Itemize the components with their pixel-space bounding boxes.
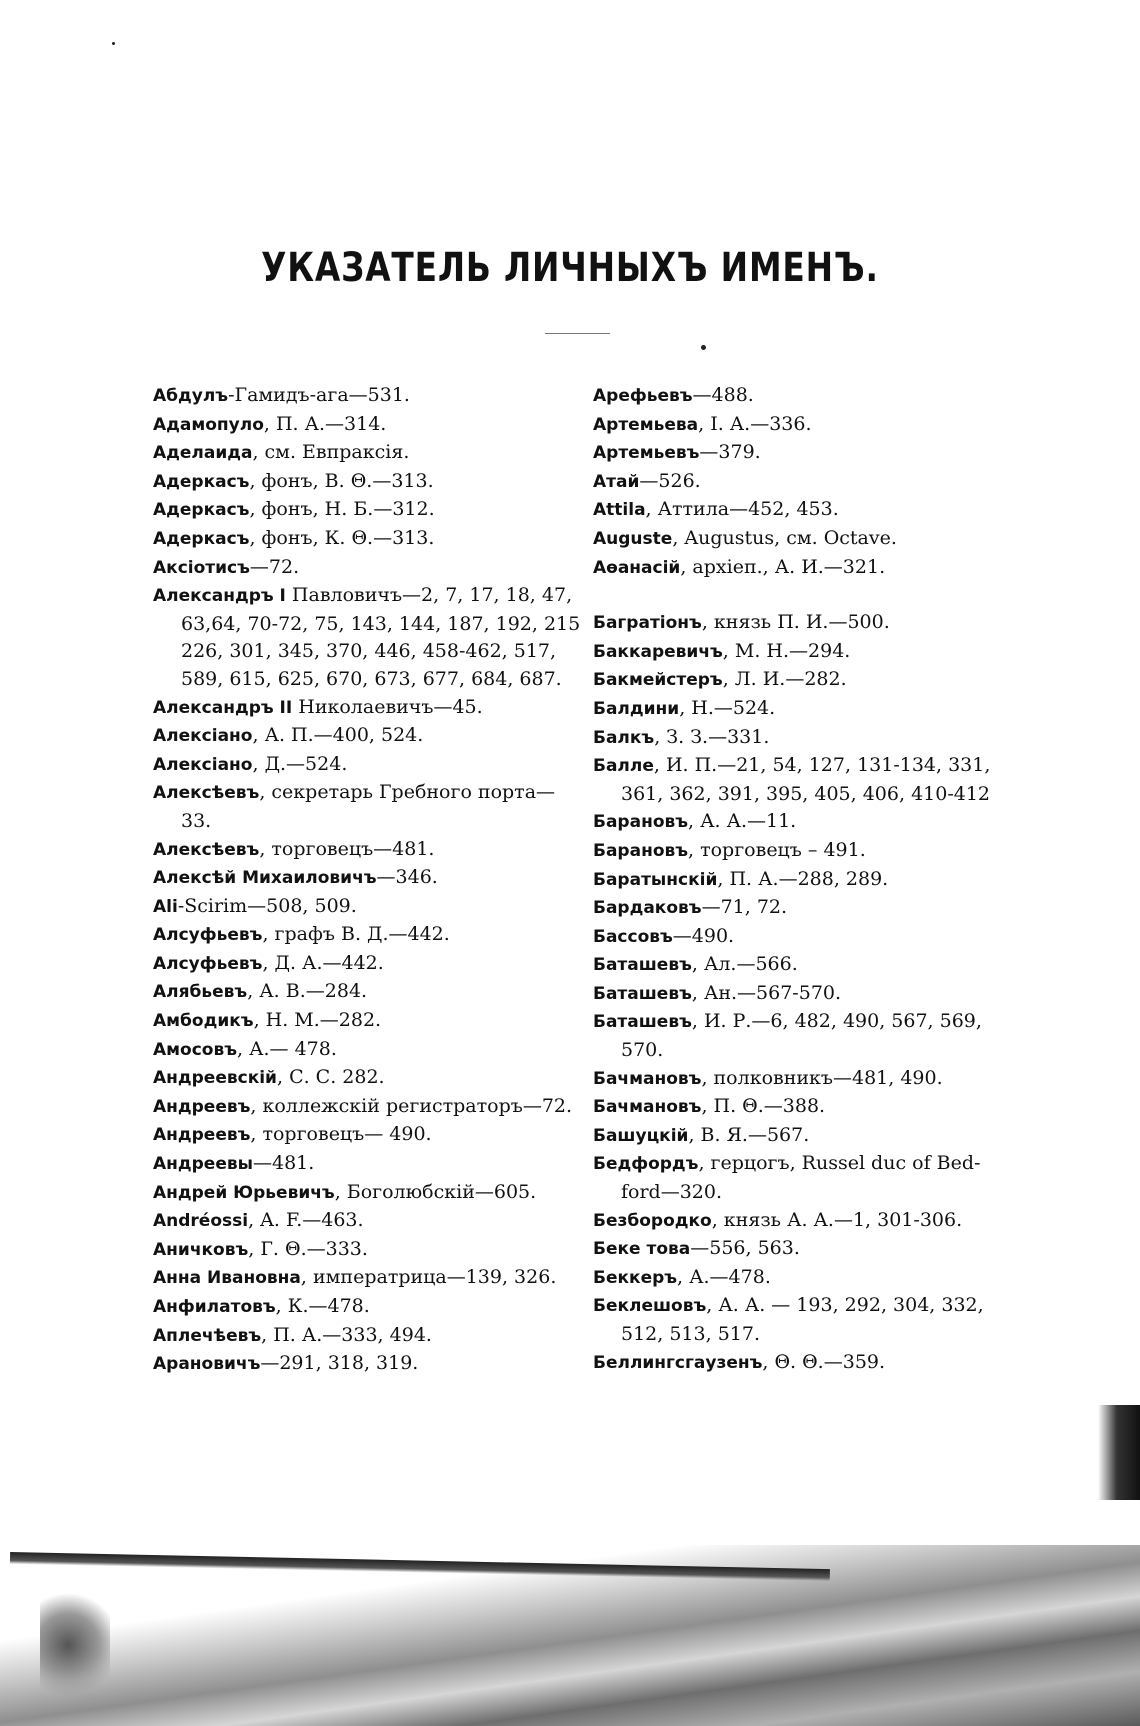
index-entry <box>593 1235 1013 1264</box>
entry-name: Баташевъ <box>593 983 692 1004</box>
entry-name: Алябьевъ <box>153 982 248 1003</box>
entry-name: Бардаковъ <box>593 898 702 919</box>
entry-refs: —71, 72. <box>701 896 788 919</box>
entry-name: Арановичъ <box>153 1354 261 1375</box>
index-entry <box>153 1207 573 1236</box>
entry-refs: -Гамидъ-ага—531. <box>228 384 410 406</box>
index-entry <box>593 724 1013 753</box>
entry-refs: , А. А.—11. <box>688 810 797 833</box>
entry-continuation: 33. <box>181 809 212 832</box>
entry-refs: , секретарь Гребного порта— <box>259 781 556 804</box>
index-entry <box>593 382 1013 411</box>
entry-name: Бедфордъ <box>593 1154 699 1175</box>
entry-name: Амосовъ <box>153 1039 238 1060</box>
index-entry <box>153 779 573 835</box>
entry-continuation: 226, 301, 345, 370, 446, 458-462, 517, <box>181 640 557 663</box>
entry-refs: , Д.—524. <box>252 752 348 775</box>
index-entry <box>593 894 1013 923</box>
entry-name: Аничковъ <box>153 1239 249 1260</box>
entry-name: Беллингсгаузенъ <box>593 1352 763 1373</box>
entry-refs: , П. А.—288, 289. <box>717 867 889 890</box>
entry-refs: —379. <box>699 441 761 464</box>
entry-refs: , фонъ, В. Θ.—313. <box>249 469 434 492</box>
index-entry <box>593 1349 1013 1378</box>
entry-refs: , князь А. А.—1, 301-306. <box>711 1208 963 1231</box>
entry-name: Алексѣй Михаиловичъ <box>153 868 377 889</box>
index-entry <box>593 1122 1013 1151</box>
entry-refs: -Scirim—508, 509. <box>177 894 357 917</box>
entry-refs: , Г. Θ.—333. <box>248 1237 368 1260</box>
scan-smudge <box>40 1590 110 1700</box>
index-entry <box>593 1008 1013 1064</box>
index-entry <box>153 1350 573 1379</box>
index-entry <box>593 923 1013 952</box>
index-entry <box>593 1292 1013 1348</box>
entry-name: Барановъ <box>593 812 689 833</box>
entry-refs: , А.— 478. <box>237 1037 337 1060</box>
entry-refs: , В. Я.—567. <box>688 1123 810 1146</box>
entry-refs: , торговецъ— 490. <box>250 1123 432 1146</box>
index-entry <box>593 866 1013 895</box>
index-entry <box>593 1264 1013 1293</box>
entry-refs: , Л. И.—282. <box>722 668 847 691</box>
entry-continuation: 512, 513, 517. <box>621 1323 760 1345</box>
entry-name: Артемьева <box>593 414 699 435</box>
entry-refs: , фонъ, К. Θ.—313. <box>249 526 435 549</box>
entry-refs: —490. <box>672 924 735 947</box>
entry-refs: , графъ В. Д.—442. <box>262 923 450 946</box>
entry-name: Аксіотисъ <box>153 557 250 578</box>
index-entry <box>593 1207 1013 1236</box>
index-entry <box>593 1065 1013 1094</box>
entry-name: Абдулъ <box>153 386 229 406</box>
index-entry <box>593 496 1013 525</box>
entry-refs: , Н.—524. <box>679 696 776 719</box>
entry-name: Александръ II <box>153 697 293 718</box>
index-entry <box>593 525 1013 554</box>
entry-refs: , коллежскій регистраторъ—72. <box>250 1094 573 1117</box>
entry-refs: —488. <box>692 384 754 406</box>
entry-name: Бачмановъ <box>593 1097 702 1118</box>
entry-name: Бачмановъ <box>593 1068 702 1089</box>
index-entry <box>153 722 573 751</box>
entry-continuation: 361, 362, 391, 395, 405, 406, 410-412 <box>621 782 991 805</box>
entry-refs: , императрица—139, 326. <box>300 1266 557 1289</box>
entry-refs: , А.—478. <box>677 1265 771 1288</box>
ink-dot <box>112 42 115 45</box>
entry-refs: , Аттила—452, 453. <box>645 498 839 521</box>
entry-name: Аѳанасій <box>593 557 681 578</box>
entry-refs: , П. А.—314. <box>263 412 387 435</box>
entry-refs: , Боголюбскій—605. <box>334 1180 537 1203</box>
entry-name: Андреевы <box>153 1154 253 1175</box>
entry-name: Адеркасъ <box>153 471 250 492</box>
index-entry <box>153 1322 573 1351</box>
index-entry <box>593 554 1013 583</box>
entry-refs: , С. С. 282. <box>276 1066 385 1089</box>
index-entry <box>593 411 1013 440</box>
entry-name: Алсуфьевъ <box>153 925 263 946</box>
entry-refs: , П. А.—333, 494. <box>261 1323 432 1346</box>
entry-name: Беклешовъ <box>593 1296 707 1317</box>
entry-refs: , фонъ, Н. Б.—312. <box>249 498 435 521</box>
entry-name: Башуцкій <box>593 1125 689 1146</box>
index-entry <box>593 468 1013 497</box>
entry-refs: , И. П.—21, 54, 127, 131-134, 331, <box>653 754 991 777</box>
entry-name: Беккеръ <box>593 1267 678 1288</box>
entry-name: Багратіонъ <box>593 613 702 634</box>
entry-name: Артемьевъ <box>593 443 700 464</box>
entry-name: Аплечѣевъ <box>153 1325 262 1346</box>
entry-name: Алсуфьевъ <box>153 953 263 974</box>
index-entry <box>593 609 1013 638</box>
entry-refs: , К.—478. <box>275 1295 370 1317</box>
entry-refs: Николаевичъ—45. <box>292 695 483 718</box>
entry-continuation: 589, 615, 625, 670, 673, 677, 684, 687. <box>181 667 562 690</box>
entry-name: Балле <box>593 756 654 777</box>
entry-name: Адамопуло <box>153 414 264 435</box>
index-entry <box>153 836 573 865</box>
entry-name: Безбородко <box>593 1210 712 1231</box>
entry-name: Баккаревичъ <box>593 641 723 662</box>
entry-name: Ali <box>153 896 178 917</box>
entry-refs: , М. Н.—294. <box>722 639 851 662</box>
entry-refs: , А. В.—284. <box>247 980 368 1003</box>
index-entry <box>593 837 1013 866</box>
entry-name: Адеркасъ <box>153 500 250 521</box>
entry-refs: , Д. А.—442. <box>262 951 384 974</box>
index-entry <box>153 1007 573 1036</box>
entry-name: Анфилатовъ <box>153 1297 276 1317</box>
entry-refs: , князь П. И.—500. <box>701 611 890 634</box>
entry-refs: , І. А.—336. <box>698 412 812 435</box>
index-entry <box>153 496 573 525</box>
index-entry <box>153 439 573 468</box>
entry-name: Андреевъ <box>153 1096 251 1117</box>
entry-refs: , торговецъ – 491. <box>688 838 866 861</box>
entry-refs: , Ал.—566. <box>691 953 798 976</box>
index-entry <box>593 439 1013 468</box>
index-column-left <box>153 382 581 1379</box>
index-entry <box>153 1121 573 1150</box>
index-entry <box>593 951 1013 980</box>
entry-name: Алексѣевъ <box>153 839 260 860</box>
index-entry <box>153 382 573 411</box>
entry-refs: , Н. М.—282. <box>253 1009 382 1032</box>
entry-refs: , герцогъ, Russel duc of Bed- <box>698 1152 981 1175</box>
index-entry <box>153 1064 573 1093</box>
index-entry <box>593 1150 1013 1206</box>
index-entry <box>153 864 573 893</box>
index-entry <box>153 694 573 723</box>
entry-name: Баратынскій <box>593 869 718 890</box>
entry-name: Амбодикъ <box>153 1011 254 1032</box>
entry-refs: , Ан.—567-570. <box>691 981 842 1004</box>
entry-refs: Павловичъ—2, 7, 17, 18, 47, <box>285 584 573 607</box>
index-entry <box>153 411 573 440</box>
index-entry <box>153 1150 573 1179</box>
entry-refs: —72. <box>249 555 300 578</box>
ink-dot <box>701 345 706 350</box>
entry-name: Андрей Юрьевичъ <box>153 1182 335 1203</box>
entry-refs: —481. <box>253 1152 315 1175</box>
index-column-right <box>593 382 1013 1377</box>
entry-name: Аделаида <box>153 443 253 464</box>
index-entry <box>153 1236 573 1265</box>
index-entry <box>153 1093 573 1122</box>
index-entry <box>593 808 1013 837</box>
index-entry <box>593 638 1013 667</box>
entry-name: Балдини <box>593 698 680 719</box>
entry-name: Баташевъ <box>593 1012 692 1033</box>
entry-refs: —346. <box>376 866 438 889</box>
entry-refs: , А. П.—400, 524. <box>252 724 424 747</box>
index-entry <box>593 666 1013 695</box>
entry-name: Andréossi <box>153 1211 249 1232</box>
entry-name: Алексѣевъ <box>153 783 260 804</box>
entry-refs: —526. <box>639 469 701 492</box>
entry-refs: , полковникъ—481, 490. <box>701 1066 943 1089</box>
entry-name: Александръ I <box>153 586 286 607</box>
entry-name: Балкъ <box>593 727 655 748</box>
entry-refs: , А. А. — 193, 292, 304, 332, <box>706 1294 984 1317</box>
entry-refs: , торговецъ—481. <box>259 837 435 860</box>
scan-edge-right <box>1098 1405 1140 1500</box>
index-entry <box>153 1036 573 1065</box>
entry-refs: —556, 563. <box>690 1237 800 1260</box>
entry-refs: , И. Р.—6, 482, 490, 567, 569, <box>691 1010 982 1033</box>
index-entry <box>153 893 573 922</box>
index-entry <box>593 752 1013 808</box>
entry-continuation: 63,64, 70-72, 75, 143, 144, 187, 192, 215 <box>181 612 581 635</box>
entry-refs: , З. З.—331. <box>654 725 770 748</box>
entry-refs: , архіеп., А. И.—321. <box>680 555 886 578</box>
entry-name: Алексіано <box>153 726 253 747</box>
index-entry <box>153 950 573 979</box>
entry-refs: , A. F.—463. <box>248 1209 364 1232</box>
entry-name: Бакмейстеръ <box>593 670 723 691</box>
index-entry <box>593 695 1013 724</box>
entry-name: Адеркасъ <box>153 528 250 549</box>
entry-refs: , Θ. Θ.—359. <box>762 1350 886 1373</box>
entry-name: Андреевъ <box>153 1125 251 1146</box>
index-entry <box>593 980 1013 1009</box>
entry-continuation: 570. <box>621 1039 664 1062</box>
entry-name: Атай <box>593 471 640 492</box>
entry-name: Баташевъ <box>593 955 692 976</box>
entry-name: Беке това <box>593 1239 691 1260</box>
entry-name: Auguste <box>593 528 673 549</box>
entry-refs: —291, 318, 319. <box>260 1352 419 1375</box>
index-entry <box>153 751 573 780</box>
index-entry <box>153 921 573 950</box>
index-entry <box>153 978 573 1007</box>
index-entry <box>153 1264 573 1293</box>
title-rule <box>545 333 610 334</box>
entry-name: Бассовъ <box>593 926 673 947</box>
entry-refs: , П. Θ.—388. <box>701 1095 826 1118</box>
entry-name: Алексіано <box>153 754 253 775</box>
entry-name: Attila <box>593 500 646 521</box>
page-title: УКАЗАТЕЛЬ ЛИЧНЫХЪ ИМЕНЪ. <box>261 245 879 291</box>
entry-name: Барановъ <box>593 840 689 861</box>
index-entry <box>153 554 573 583</box>
index-entry <box>153 1293 573 1322</box>
index-entry <box>593 1093 1013 1122</box>
entry-name: Анна Ивановна <box>153 1268 301 1289</box>
index-entry <box>153 1179 573 1208</box>
index-entry <box>153 468 573 497</box>
entry-name: Арефьевъ <box>593 386 693 406</box>
index-entry <box>153 582 581 693</box>
entry-continuation: ford—320. <box>621 1181 723 1204</box>
entry-refs: , Augustus, см. Octave. <box>672 526 897 549</box>
entry-refs: , см. Евпраксія. <box>252 441 410 464</box>
index-entry <box>153 525 573 554</box>
entry-name: Андреевскій <box>153 1068 277 1089</box>
